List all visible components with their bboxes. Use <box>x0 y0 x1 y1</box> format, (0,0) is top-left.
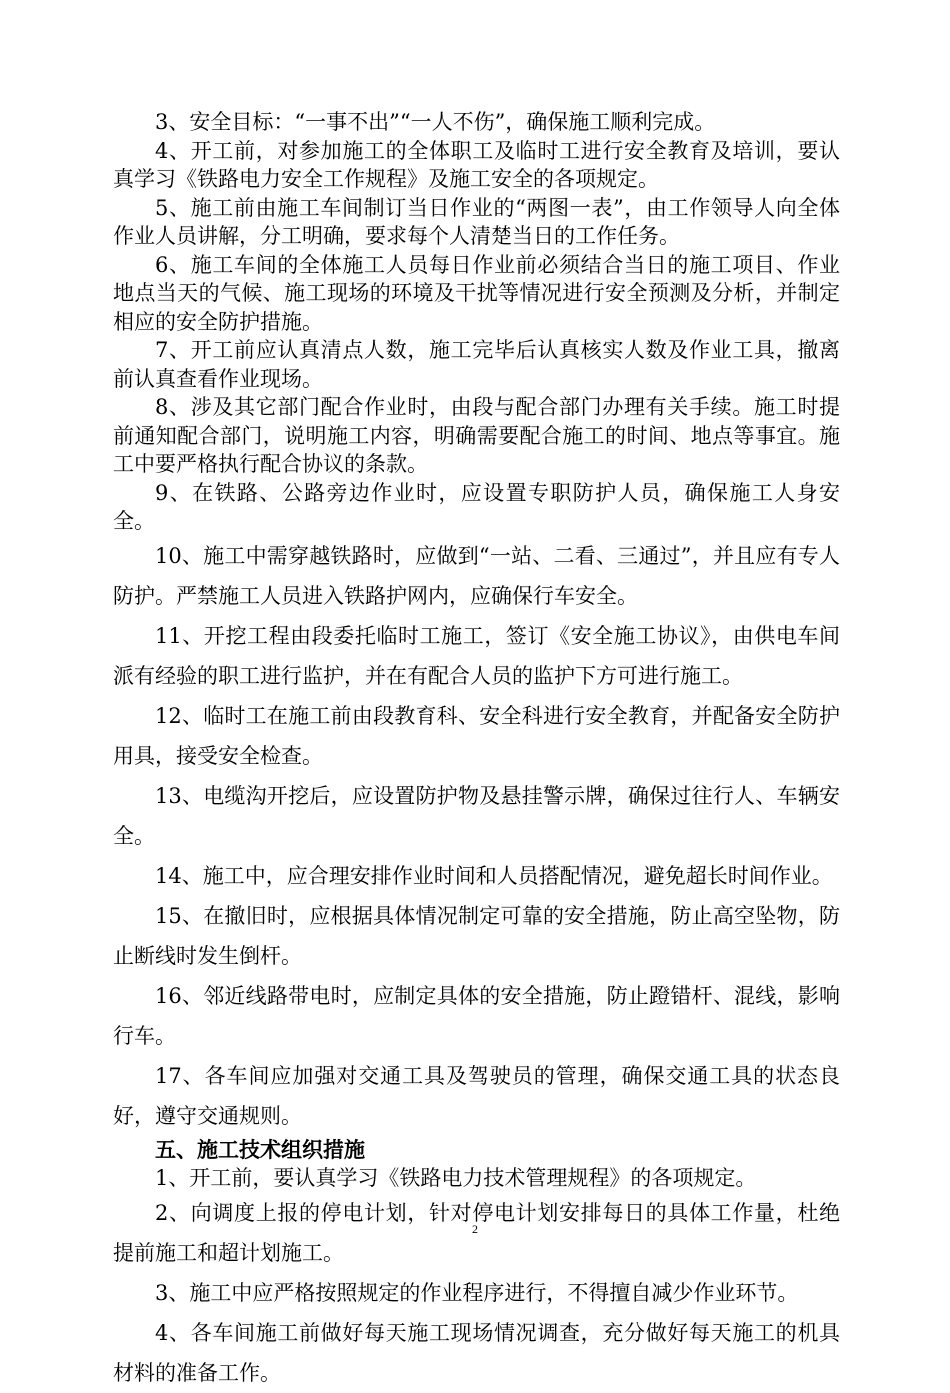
paragraph-railway-crossing: 10、施工中需穿越铁路时，应做到“一站、二看、三通过”，并且应有专人防护。严禁施工人员进入铁路护网内，应确保行车安全。 <box>113 543 840 608</box>
paragraph-risk-analysis: 6、施工车间的全体施工人员每日作业前必须结合当日的施工项目、作业地点当天的气候、施工现场的环境及干扰等情况进行安全预测及分析，并制定相应的安全防护措施。 <box>113 252 840 334</box>
document-page <box>113 108 840 1393</box>
paragraph-dismantling: 15、在撤旧时，应根据具体情况制定可靠的安全措施，防止高空坠物，防止断线时发生倒杆。 <box>113 903 840 968</box>
paragraph-temp-worker-education: 12、临时工在施工前由段教育科、安全科进行安全教育，并配备安全防护用具，接受安全检查。 <box>113 703 840 768</box>
section-paragraph-procedure: 3、施工中应严格按照规定的作业程序进行，不得擅自减少作业环节。 <box>155 1280 799 1305</box>
paragraph-safety-goal: 3、安全目标：“一事不出”“一人不伤”，确保施工顺利完成。 <box>155 110 716 134</box>
section-paragraph-preparation: 4、各车间施工前做好每天施工现场情况调查，充分做好每天施工的机具材料的准备工作。 <box>113 1320 840 1385</box>
paragraph-headcount: 7、开工前应认真清点人数，施工完毕后认真核实人数及作业工具，撤离前认真查看作业现场。 <box>113 338 840 391</box>
section-paragraph-outage-plan: 2、向调度上报的停电计划，针对停电计划安排每日的具体工作量，杜绝提前施工和超计划施工。 <box>113 1200 840 1265</box>
paragraph-cable-trench: 13、电缆沟开挖后，应设置防护物及悬挂警示牌，确保过往行人、车辆安全。 <box>113 783 840 848</box>
page-number: 2 <box>472 1222 478 1236</box>
section-paragraph-regulations: 1、开工前，要认真学习《铁路电力技术管理规程》的各项规定。 <box>155 1166 757 1190</box>
paragraph-training: 4、开工前，对参加施工的全体职工及临时工进行安全教育及培训，要认真学习《铁路电力安全工作规程》及施工安全的各项规定。 <box>113 138 840 191</box>
paragraph-excavation: 11、开挖工程由段委托临时工施工，签订《安全施工协议》，由供电车间派有经验的职工进行监护，并在有配合人员的监护下方可进行施工。 <box>113 623 840 688</box>
section-heading: 五、施工技术组织措施 <box>155 1136 365 1162</box>
paragraph-daily-plan: 5、施工前由施工车间制订当日作业的“两图一表”，由工作领导人向全体作业人员讲解，分工明确，要求每个人清楚当日的工作任务。 <box>113 195 840 248</box>
paragraph-work-schedule: 14、施工中，应合理安排作业时间和人员搭配情况，避免超长时间作业。 <box>155 863 833 888</box>
paragraph-roadside-work: 9、在铁路、公路旁边作业时，应设置专职防护人员，确保施工人身安全。 <box>113 480 840 533</box>
paragraph-vehicle-management: 17、各车间应加强对交通工具及驾驶员的管理，确保交通工具的状态良好，遵守交通规则。 <box>113 1063 840 1128</box>
paragraph-live-line: 16、邻近线路带电时，应制定具体的安全措施，防止蹬错杆、混线，影响行车。 <box>113 983 840 1048</box>
paragraph-coordination: 8、涉及其它部门配合作业时，由段与配合部门办理有关手续。施工时提前通知配合部门，说明施工内容，明确需要配合施工的时间、地点等事宜。施工中要严格执行配合协议的条款。 <box>113 395 840 476</box>
